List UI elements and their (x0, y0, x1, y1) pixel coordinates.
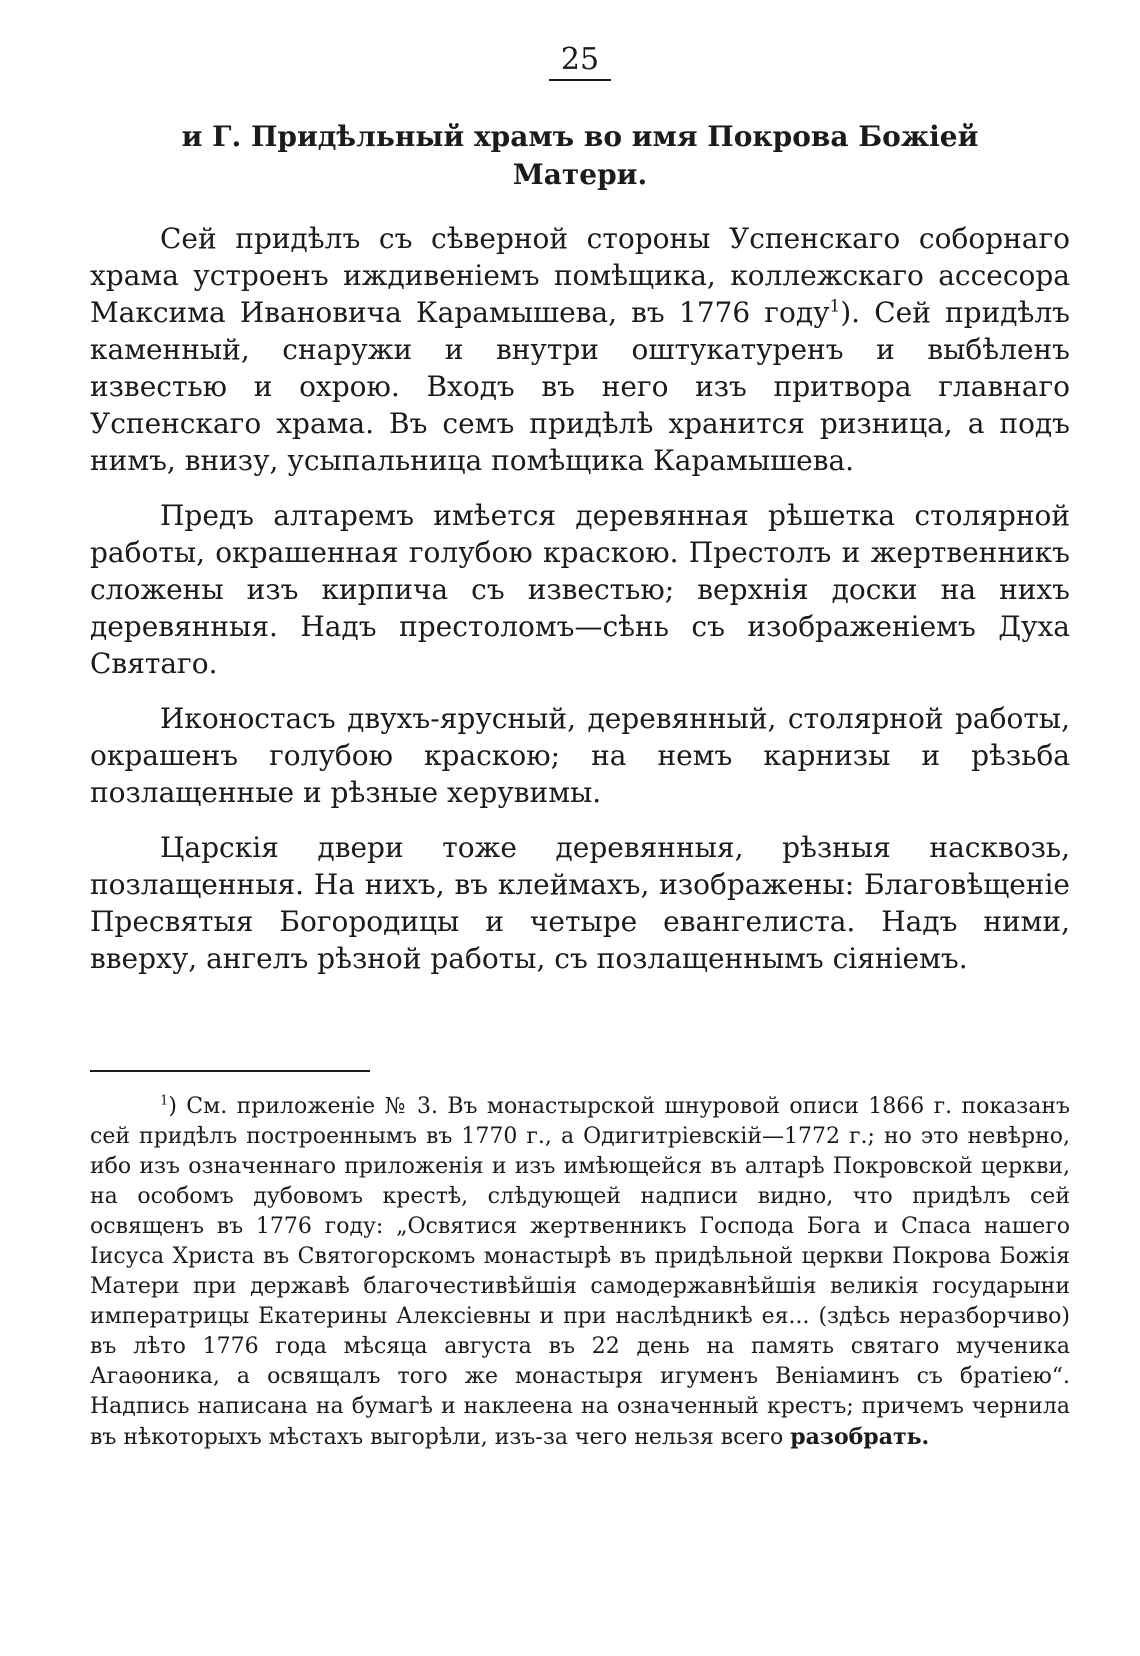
section-heading-line-1: и Г. Придѣльный храмъ во имя Покрова Божіей (181, 120, 979, 153)
footnote-divider (90, 1070, 370, 1072)
paragraph-3: Иконостасъ двухъ-ярусный, деревянный, столярной работы, окрашенъ голубою краскою; на немъ карнизы и рѣзьба позлащенные и рѣзные херувимы. (90, 702, 1070, 809)
footnote-last-word: разобрать. (790, 1424, 930, 1450)
footnote-marker: 1 (160, 1093, 169, 1109)
page-number: 25 (90, 42, 1070, 78)
book-page (90, 30, 1070, 1630)
section-heading (90, 118, 1070, 194)
main-text (90, 220, 1070, 995)
footnote-reference: 1 (829, 295, 841, 316)
paragraph-4: Царскія двери тоже деревянныя, рѣзныя насквозь, позлащенныя. На нихъ, въ клеймахъ, изображены: Благовѣщеніе Пресвятыя Богородицы и четыре евангелиста. Надъ ними, вверху, ангелъ рѣзной работы, съ позлащеннымъ сіяніемъ. (90, 831, 1070, 975)
paragraph-1: Сей придѣлъ съ сѣверной стороны Успенскаго соборнаго храма устроенъ иждивеніемъ помѣщика, коллежскаго ассесора Максима Ивановича Карамышева, въ 1776 году$^1$). Сей придѣлъ каменный, снаружи и внутри оштукатуренъ и выбѣленъ известью и охрою. Входъ въ него изъ притвора главнаго Успенскаго храма. Въ семъ придѣлѣ хранится ризница, а подъ нимъ, внизу, усыпальница помѣщика Карамышева. (90, 222, 1070, 477)
section-heading-line-2: Матери. (512, 158, 648, 191)
paragraph-2: Предъ алтаремъ имѣется деревянная рѣшетка столярной работы, окрашенная голубою краскою. Престолъ и жертвенникъ сложены изъ кирпича съ известью; верхнія доски на нихъ деревянныя. Надъ престоломъ—сѣнь съ изображеніемъ Духа Святаго. (90, 499, 1070, 680)
footnote-text: $^1$) См. приложеніе № 3. Въ монастырской шнуровой описи 1866 г. показанъ сей придѣлъ построеннымъ въ 1770 г., а Одигитріевскій—1772 г.; но это невѣрно, ибо изъ означеннаго приложенія и изъ имѣющейся въ алтарѣ Покровской церкви, на особомъ дубовомъ крестѣ, слѣдующей надписи видно, что придѣлъ сей освященъ въ 1776 году: „Освятися жертвенникъ Господа Бога и Спаса нашего Іисуса Христа въ Святогорскомъ монастырѣ въ придѣльной церкви Покрова Божія Матери при державѣ благочестивѣйшія самодержавнѣйшія великія государыни императрицы Екатерины Алексіевны и при наслѣдникѣ ея... (здѣсь неразборчиво) въ лѣто 1776 года мѣсяца августа въ 22 день на память святаго мученика Агаѳоника, а освящалъ того же монастыря игуменъ Веніаминъ съ братіею“. Надпись написана на бумагѣ и наклеена на означенный крестъ; причемъ чернила въ нѣкоторыхъ мѣстахъ выгорѣли, изъ-за чего нельзя всего разобрать. (90, 1093, 1070, 1450)
footnote (90, 1092, 1070, 1453)
